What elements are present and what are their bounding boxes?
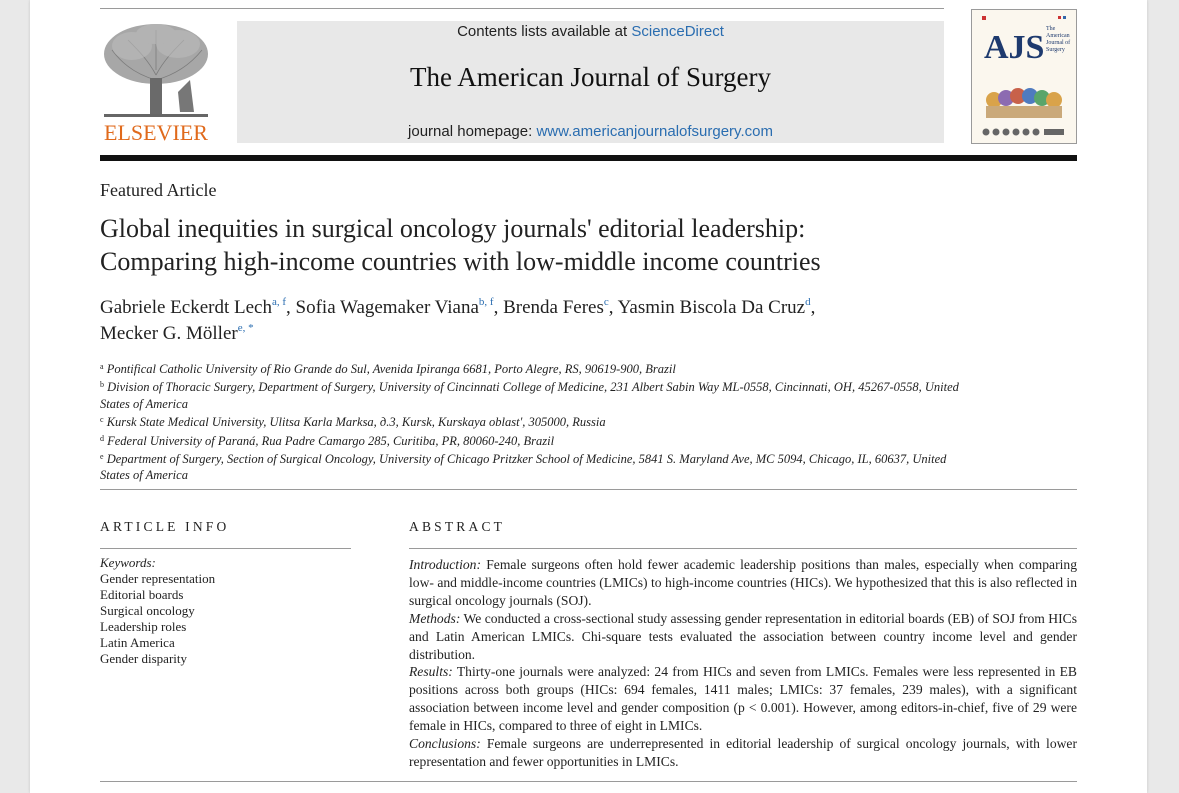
elsevier-tree-icon xyxy=(98,20,214,120)
affiliation-item xyxy=(100,412,970,430)
section-divider xyxy=(100,489,1077,490)
article-type: Featured Article xyxy=(100,180,217,200)
author-affil-sup[interactable]: d xyxy=(805,296,811,308)
abstract-section-label: Introduction: xyxy=(409,557,481,572)
homepage-link[interactable]: www.americanjournalofsurgery.com xyxy=(536,123,773,140)
top-rule xyxy=(100,8,944,9)
author-affil-sup[interactable]: a, f xyxy=(271,296,287,308)
affiliations xyxy=(100,359,970,484)
author-name[interactable]: Brenda Feres xyxy=(503,297,604,318)
contents-prefix: Contents lists available at xyxy=(457,23,632,40)
affiliation-text: Pontifical Catholic University of Rio Grande do Sul, Avenida Ipiranga 6681, Porto Alegre, RS, 90619-900, Brazil xyxy=(106,362,676,376)
affiliation-key: d xyxy=(100,433,104,443)
abstract-body xyxy=(409,556,1077,771)
keywords-block xyxy=(100,555,351,667)
elsevier-logo[interactable] xyxy=(98,20,214,146)
sciencedirect-link[interactable]: ScienceDirect xyxy=(631,23,724,40)
author-name[interactable]: Yasmin Biscola Da Cruz xyxy=(617,297,806,318)
author-separator: , xyxy=(608,297,618,318)
article-title xyxy=(100,212,1060,278)
abstract-section-text: Female surgeons often hold fewer academic leadership positions than males, especially when comparing low- and middle-income countries (LMICs) to high-income countries (HICs). We hypothesized that this is also reflected in surgical oncology journals (SOJ). xyxy=(409,557,1077,608)
journal-cover-thumbnail[interactable] xyxy=(971,9,1077,144)
article-info-heading: ARTICLE INFO xyxy=(100,519,230,534)
keyword-item: Leadership roles xyxy=(100,619,187,634)
journal-header-box xyxy=(237,21,944,143)
svg-text:Surgery: Surgery xyxy=(1046,47,1065,53)
article-page xyxy=(30,0,1147,793)
abstract-section-text: Female surgeons are underrepresented in editorial leadership of surgical oncology journals, with lower representation and fewer opportunities in LMICs. xyxy=(409,736,1077,769)
affiliation-text: Kursk State Medical University, Ulitsa Karla Marksa, д.3, Kursk, Kurskaya oblast', 305000, Russia xyxy=(106,415,606,430)
author-separator: , xyxy=(810,297,816,318)
contents-line xyxy=(237,23,944,40)
affiliation-text: Division of Thoracic Surgery, Department of Surgery, University of Cincinnati College of Medicine, 231 Albert Sabin Way ML-0558, Cincinnati, OH, 45267-0558, United States of America xyxy=(100,380,959,411)
bottom-rule xyxy=(100,781,1077,782)
svg-text:American: American xyxy=(1046,33,1070,39)
affiliation-key: a xyxy=(100,362,104,371)
homepage-prefix: journal homepage: xyxy=(408,123,537,140)
header-thick-rule xyxy=(100,155,1077,161)
abstract-rule xyxy=(409,548,1077,549)
article-info-rule xyxy=(100,548,351,549)
affiliation-text: Department of Surgery, Section of Surgical Oncology, University of Chicago Pritzker School of Medicine, 5841 S. Maryland Ave, MC 5094, Chicago, IL, 60637, United States of America xyxy=(100,452,947,483)
svg-text:Journal of: Journal of xyxy=(1046,40,1071,46)
abstract-heading: ABSTRACT xyxy=(409,519,506,534)
affiliation-key: b xyxy=(100,380,104,390)
svg-text:AJS: AJS xyxy=(984,29,1045,66)
author-separator: , xyxy=(493,297,504,318)
affiliation-item xyxy=(100,359,970,377)
affiliation-key: c xyxy=(100,415,104,425)
author-name[interactable]: Sofia Wagemaker Viana xyxy=(295,297,479,318)
journal-title: The American Journal of Surgery xyxy=(410,62,771,92)
abstract-section-text: Thirty-one journals were analyzed: 24 from HICs and seven from LMICs. Females were less represented in EB positions across both groups (HICs: 694 females, 1411 males; LMICs: 37 females, 239 males), with a significant association between income level and gender composition (p < 0.001). However, among editors-in-chief, five of 29 were female in HICs, compared to three of eight in LMICs. xyxy=(409,664,1077,734)
elsevier-wordmark: ELSEVIER xyxy=(104,120,208,145)
author-name[interactable]: Gabriele Eckerdt Lech xyxy=(100,297,272,318)
abstract-introduction xyxy=(409,556,1077,610)
affiliation-item xyxy=(100,449,970,484)
abstract-section-label: Conclusions: xyxy=(409,736,481,752)
author-separator: , xyxy=(286,297,296,318)
article-title-line-2: Comparing high-income countries with low-middle income countries xyxy=(100,247,821,276)
keyword-item: Gender disparity xyxy=(100,651,188,666)
abstract-section-label: Methods: xyxy=(409,610,461,626)
affiliation-item xyxy=(100,377,970,412)
homepage-line xyxy=(237,123,944,140)
keywords-label: Keywords: xyxy=(100,555,156,570)
abstract-section-text: We conducted a cross-sectional study assessing gender representation in editorial boards (EB) of SOJ from HICs and Latin American LMICs. Chi-square tests evaluated the association between country income level and gender distribution. xyxy=(409,610,1077,662)
keyword-item: Latin America xyxy=(100,635,175,650)
journal-cover-image xyxy=(972,10,1076,143)
affiliation-key: e xyxy=(100,452,104,462)
keyword-item: Gender representation xyxy=(100,571,216,586)
keyword-item: Editorial boards xyxy=(100,587,184,602)
svg-text:The: The xyxy=(1046,26,1056,32)
author-affil-sup[interactable]: b, f xyxy=(478,296,494,308)
author-list xyxy=(100,295,1060,347)
abstract-conclusions xyxy=(409,735,1077,771)
author-affil-sup[interactable]: c xyxy=(603,296,609,308)
author-affil-sup[interactable]: e, * xyxy=(237,322,254,334)
abstract-results xyxy=(409,663,1077,735)
author-name[interactable]: Mecker G. Möller xyxy=(100,323,238,344)
keyword-item: Surgical oncology xyxy=(100,603,195,618)
affiliation-item xyxy=(100,431,970,449)
abstract-section-label: Results: xyxy=(409,664,453,680)
affiliation-text: Federal University of Paraná, Rua Padre Camargo 285, Curitiba, PR, 80060-240, Brazil xyxy=(107,433,555,448)
abstract-methods xyxy=(409,610,1077,664)
article-title-line-1: Global inequities in surgical oncology journals' editorial leadership: xyxy=(100,214,806,243)
